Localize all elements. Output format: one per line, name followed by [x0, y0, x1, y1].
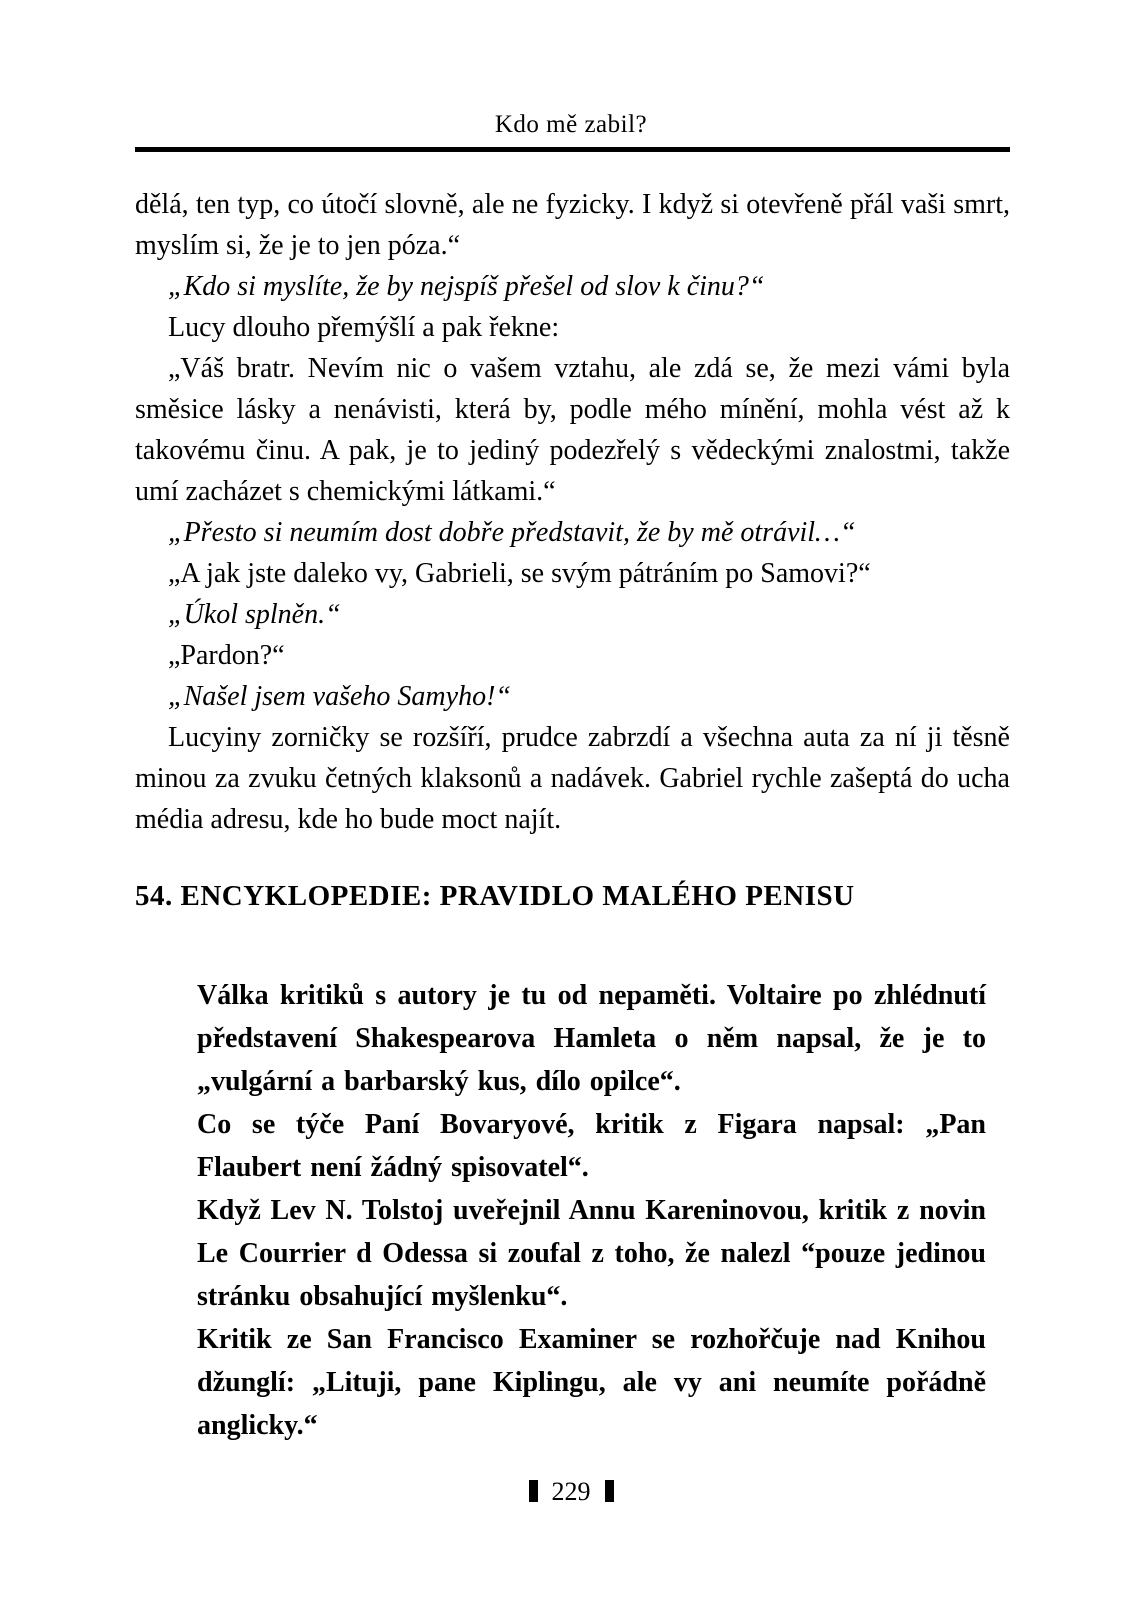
encyclopedia-paragraph: Kritik ze San Francisco Examiner se rozhořčuje nad Knihou džunglí: „Lituji, pane Kiplingu, ale vy ani neumíte pořádně anglicky.“: [197, 1324, 986, 1441]
encyclopedia-paragraph: Válka kritiků s autory je tu od nepaměti. Voltaire po zhlédnutí představení Shakespearova Hamleta o něm napsal, že je to „vulgární a barbarský kus, dílo opilce“.: [197, 980, 986, 1097]
body-paragraph: Lucy dlouho přemýšlí a pak řekne:: [168, 312, 560, 343]
encyclopedia-paragraph: Když Lev N. Tolstoj uveřejnil Annu Kareninovou, kritik z novin Le Courrier d Odessa si zoufal z toho, že nalezl “pouze jedinou stránku obsahující myšlenku“.: [197, 1195, 986, 1312]
body-paragraph: dělá, ten typ, co útočí slovně, ale ne fyzicky. I když si otevřeně přál vaši smrt, myslím si, že je to jen póza.“: [135, 189, 1010, 261]
body-paragraph-dialogue: „Úkol splněn.“: [168, 599, 341, 630]
body-paragraph-dialogue: „Přesto si neumím dost dobře představit, že by mě otrávil…“: [168, 517, 856, 548]
body-text-block: [135, 184, 1010, 840]
section-heading: 54. ENCYKLOPEDIE: PRAVIDLO MALÉHO PENISU: [135, 880, 855, 912]
page-number-bar-icon: [529, 1480, 538, 1502]
encyclopedia-block: [197, 974, 986, 1447]
encyclopedia-paragraph: Co se týče Paní Bovaryové, kritik z Figara napsal: „Pan Flaubert není žádný spisovatel“.: [197, 1109, 986, 1183]
body-paragraph: „Váš bratr. Nevím nic o vašem vztahu, ale zdá se, že mezi vámi byla směsice lásky a nenávisti, která by, podle mého mínění, mohla vést až k takovému činu. A pak, je to jediný podezřelý s vědeckými znalostmi, takže umí zacházet s chemickými látkami.“: [135, 353, 1010, 507]
body-paragraph-dialogue: „Našel jsem vašeho Samyho!“: [168, 681, 511, 712]
page-number: 229: [551, 1477, 591, 1506]
body-paragraph-dialogue: „Kdo si myslíte, že by nejspíš přešel od slov k činu?“: [168, 271, 765, 302]
header-rule: [135, 147, 1010, 152]
body-paragraph: „A jak jste daleko vy, Gabrieli, se svým pátráním po Samovi?“: [168, 558, 871, 589]
running-header-title: Kdo mě zabil?: [494, 111, 648, 138]
body-paragraph: Lucyiny zorničky se rozšíří, prudce zabrzdí a všechna auta za ní ji těsně minou za zvuku četných klaksonů a nadávek. Gabriel rychle zašeptá do ucha média adresu, kde ho bude moct najít.: [135, 722, 1010, 835]
body-paragraph: „Pardon?“: [168, 640, 285, 671]
page-number-bar-icon: [605, 1480, 614, 1502]
page-footer: [0, 1478, 1142, 1506]
